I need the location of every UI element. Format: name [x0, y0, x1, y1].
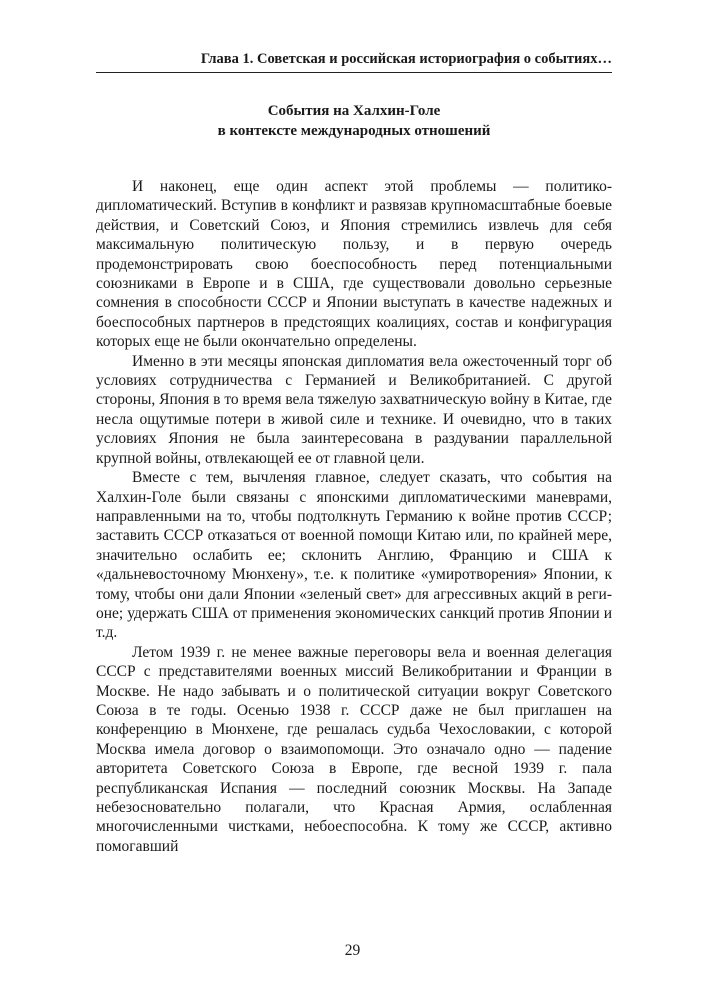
paragraph-3: Вместе с тем, вычленяя главное, следует сказать, что события на Халхин-Голе были связаны с японскими дипломатическими маневрами, направленными на то, чтобы подтолкнуть Германию к войне против СССР; заставить СССР отказаться от военной помощи Китаю или, по крайней мере, значительно ослабить ее; склонить Англию, Францию и США к «дальневосточному Мюнхену», т.е. к политике «умиротворения» Японии, к тому, чтобы они дали Японии «зеленый свет» для агрессивных акций в регионе; удержать США от применения экономических санкций против Японии и т.д. — [96, 469, 612, 642]
section-title-line-2: в контексте международных отношений — [217, 123, 491, 139]
page-number: 29 — [344, 942, 361, 959]
section-title-line-1: События на Халхин-Голе — [267, 103, 441, 119]
paragraph-1: И наконец, еще один аспект этой проблемы — политико-дипломатический. Вступив в конфликт и развязав крупномасштабные боевые действия, и Советский Союз, и Япония стремились извлечь для себя максимальную политическую пользу, и в первую очередь продемонстрировать свою боеспособность перед потенциальными союзниками в Европе и в США, где существовали довольно серьезные сомнения в способности СССР и Японии выступать в качестве надежных и боеспособных партнеров в предстоящих коалициях, состав и конфигурация которых еще не были окончательно определены. — [96, 178, 612, 351]
running-header: Глава 1. Советская и российская историография о событиях… — [96, 50, 612, 73]
paragraph-2: Именно в эти месяцы японская дипломатия вела ожесточенный торг об условиях сотрудничества с Германией и Великобританией. С другой стороны, Япония в то время вела тяжелую захватническую войну в Китае, где несла ощутимые потери в живой силе и технике. И очевидно, что в таких условиях Япония не была заинтересована в раздувании параллельной крупной войны, отвлекающей ее от главной цели. — [96, 352, 612, 467]
section-title — [96, 101, 612, 141]
page-content — [96, 50, 612, 856]
body-text — [96, 177, 612, 856]
paragraph-4: Летом 1939 г. не менее важные переговоры вела и военная делегация СССР с представителями военных миссий Великобритании и Франции в Москве. Не надо забывать и о политической ситуации вокруг Советского Союза в те годы. Осенью 1938 г. СССР даже не был приглашен на конференцию в Мюнхене, где решалась судьба Чехословакии, с которой Москва имела договор о взаимопомощи. Это означало одно — падение авторитета Советского Союза в Европе, где весной 1939 г. пала республиканская Испания — последний союзник Москвы. На Западе небезосновательно полагали, что Красная Армия, ослабленная многочисленными чистками, небоеспособна. К тому же СССР, активно помогавший — [96, 643, 612, 855]
